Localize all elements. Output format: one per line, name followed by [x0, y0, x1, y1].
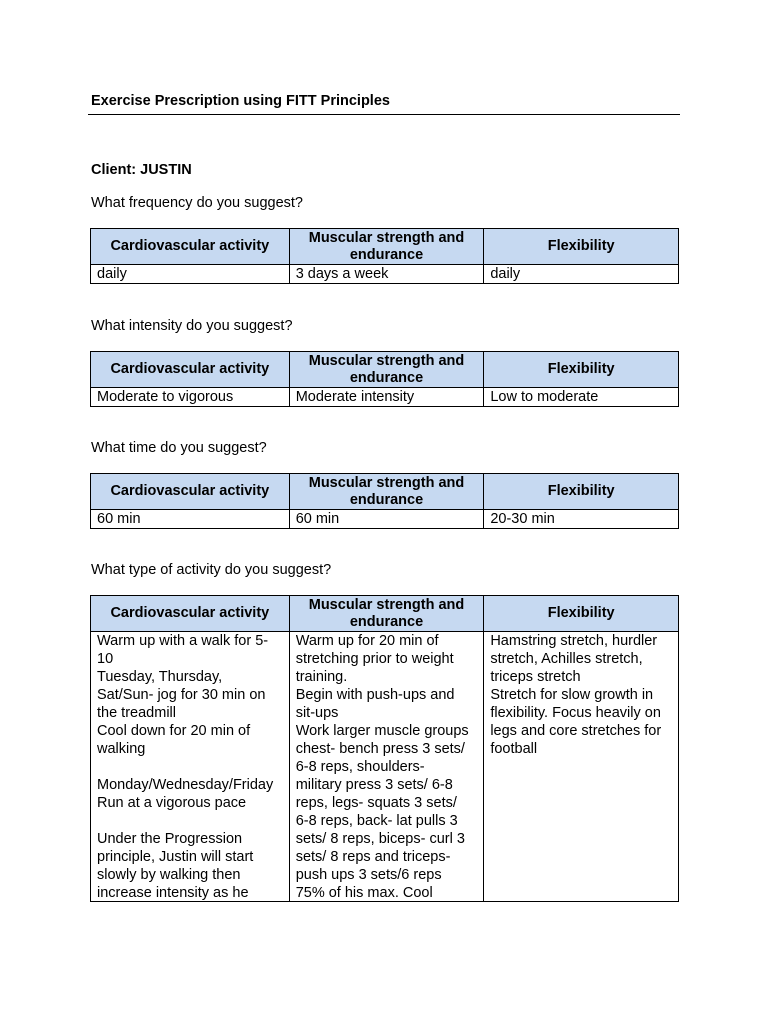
text-line: Warm up with a walk for 5- [97, 633, 269, 649]
flexibility-text [490, 632, 672, 901]
strength-text [296, 632, 478, 901]
text-line: principle, Justin will start [97, 849, 254, 865]
text-line: slowly by walking then [97, 867, 241, 883]
blank-line [97, 812, 283, 830]
type-table [90, 595, 679, 902]
time-question: What time do you suggest? [91, 440, 267, 456]
blank-line [97, 758, 283, 776]
header-flexibility: Flexibility [484, 474, 679, 510]
cell-strength: Moderate intensity [289, 388, 484, 407]
table-header-row [91, 352, 679, 388]
text-line: stretching prior to weight [295, 651, 454, 667]
header-strength: Muscular strength and endurance [289, 352, 484, 388]
type-question: What type of activity do you suggest? [91, 562, 332, 578]
cell-flexibility: daily [484, 265, 679, 284]
text-line: military press 3 sets/ 6-8 [295, 777, 453, 793]
table-row [91, 510, 679, 529]
text-line: flexibility. Focus heavily on [490, 705, 661, 721]
cardio-text [97, 632, 283, 901]
text-line: Stretch for slow growth in [490, 687, 654, 703]
time-table [90, 473, 679, 529]
text-line: reps, legs- squats 3 sets/ [295, 795, 457, 811]
text-line: Warm up for 20 min of [295, 633, 439, 649]
table-header-row [91, 474, 679, 510]
header-strength: Muscular strength and endurance [289, 596, 484, 632]
cell-cardio: Moderate to vigorous [91, 388, 290, 407]
text-line: 75% of his max. Cool [295, 885, 433, 901]
text-line: Tuesday, Thursday, [97, 669, 223, 685]
table-header-row [91, 229, 679, 265]
text-line: walking [97, 741, 146, 757]
table-row [91, 388, 679, 407]
text-line: Begin with push-ups and [295, 687, 455, 703]
cell-strength [289, 632, 484, 902]
header-cardio: Cardiovascular activity [91, 474, 290, 510]
intensity-question: What intensity do you suggest? [91, 318, 293, 334]
cell-flexibility [484, 632, 679, 902]
text-line: Monday/Wednesday/Friday [97, 777, 274, 793]
text-line: sets/ 8 reps and triceps- [295, 849, 451, 865]
text-line: chest- bench press 3 sets/ [295, 741, 465, 757]
text-line: Hamstring stretch, hurdler [490, 633, 658, 649]
header-cardio: Cardiovascular activity [91, 352, 290, 388]
cell-cardio: daily [91, 265, 290, 284]
text-line: sit-ups [295, 705, 339, 721]
table-header-row [91, 596, 679, 632]
text-line: Work larger muscle groups [295, 723, 469, 739]
text-line: 6-8 reps, shoulders- [295, 759, 425, 775]
cell-flexibility: 20-30 min [484, 510, 679, 529]
text-line: football [490, 741, 538, 757]
client-name: Client: JUSTIN [91, 162, 192, 178]
header-cardio: Cardiovascular activity [91, 596, 290, 632]
frequency-table [90, 228, 679, 284]
text-line: increase intensity as he [97, 885, 249, 901]
text-line: Under the Progression [97, 831, 243, 847]
cell-cardio [91, 632, 290, 902]
text-line: Cool down for 20 min of [97, 723, 251, 739]
document-title: Exercise Prescription using FITT Principles [91, 93, 390, 109]
text-line: stretch, Achilles stretch, [490, 651, 643, 667]
cell-strength: 3 days a week [289, 265, 484, 284]
cell-cardio: 60 min [91, 510, 290, 529]
text-line: push ups 3 sets/6 reps [295, 867, 442, 883]
text-line: 10 [97, 651, 114, 667]
header-flexibility: Flexibility [484, 229, 679, 265]
text-line: the treadmill [97, 705, 176, 721]
header-flexibility: Flexibility [484, 596, 679, 632]
text-line: triceps stretch [490, 669, 581, 685]
header-cardio: Cardiovascular activity [91, 229, 290, 265]
header-flexibility: Flexibility [484, 352, 679, 388]
header-strength: Muscular strength and endurance [289, 229, 484, 265]
cell-flexibility: Low to moderate [484, 388, 679, 407]
text-line: Run at a vigorous pace [97, 795, 247, 811]
intensity-table [90, 351, 679, 407]
text-line: sets/ 8 reps, biceps- curl 3 [295, 831, 465, 847]
table-row [91, 265, 679, 284]
text-line: Sat/Sun- jog for 30 min on [97, 687, 266, 703]
cell-strength: 60 min [289, 510, 484, 529]
table-row [91, 632, 679, 902]
text-line: legs and core stretches for [490, 723, 662, 739]
text-line: training. [295, 669, 348, 685]
header-strength: Muscular strength and endurance [289, 474, 484, 510]
frequency-question: What frequency do you suggest? [91, 195, 303, 211]
title-underline [88, 114, 680, 115]
text-line: 6-8 reps, back- lat pulls 3 [295, 813, 458, 829]
